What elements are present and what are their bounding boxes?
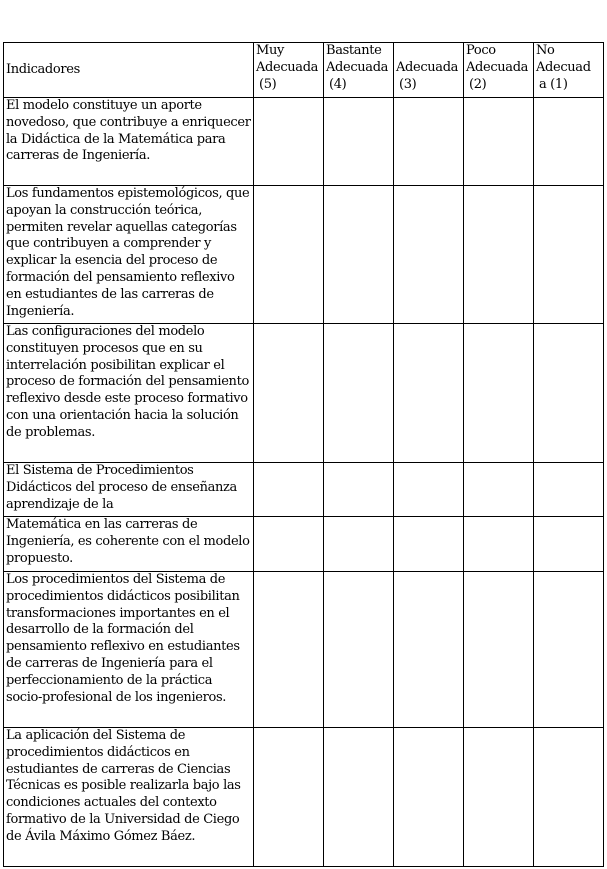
rating-label-line: Muy [256, 43, 284, 58]
indicator-text: La aplicación del Sistema de procedimientos didácticos en estudiantes de carreras de Ciencias Técnicas es posible realizarla bajo las condiciones actuales del contexto formativo de la Universidad de Ciego de Ávila Máximo Gómez Báez. [4, 728, 254, 867]
rating-cell[interactable] [394, 186, 464, 324]
rating-cell[interactable] [324, 572, 394, 728]
rating-cell[interactable] [254, 98, 324, 186]
rating-cell[interactable] [534, 186, 604, 324]
rating-cell[interactable] [394, 324, 464, 463]
rating-cell[interactable] [534, 572, 604, 728]
rating-header-5 [254, 43, 324, 98]
rating-cell[interactable] [254, 728, 324, 867]
indicators-header: Indicadores [4, 43, 254, 98]
rating-cell[interactable] [534, 517, 604, 572]
rating-cell[interactable] [254, 186, 324, 324]
rating-header-2 [464, 43, 534, 98]
rating-label-line: Bastante [326, 43, 382, 58]
rating-cell[interactable] [534, 728, 604, 867]
rating-cell[interactable] [324, 728, 394, 867]
indicator-text: Los fundamentos epistemológicos, que apoyan la construcción teórica, permiten revelar aquellas categorías que contribuyen a comprender y explicar la esencia del proceso de formación del pensamiento reflexivo en estudiantes de las carreras de Ingeniería. [4, 186, 254, 324]
rating-cell[interactable] [534, 463, 604, 517]
rating-value: (4) [329, 76, 347, 92]
table-row [4, 186, 604, 324]
table-row [4, 517, 604, 572]
table-row [4, 728, 604, 867]
table-row [4, 98, 604, 186]
rating-cell[interactable] [324, 517, 394, 572]
table-row [4, 572, 604, 728]
rating-value: a (1) [539, 76, 568, 92]
rating-cell[interactable] [254, 463, 324, 517]
evaluation-table [3, 42, 604, 867]
rating-cell[interactable] [324, 324, 394, 463]
rating-cell[interactable] [394, 572, 464, 728]
rating-label-line: Adecuada [396, 59, 459, 75]
rating-cell[interactable] [534, 98, 604, 186]
rating-cell[interactable] [324, 186, 394, 324]
rating-label-line: Adecuada [466, 59, 529, 75]
rating-cell[interactable] [394, 463, 464, 517]
rating-label-line: Adecuad [536, 59, 591, 75]
table-row [4, 324, 604, 463]
rating-cell[interactable] [254, 572, 324, 728]
table-header-row [4, 43, 604, 98]
rating-cell[interactable] [464, 517, 534, 572]
rating-cell[interactable] [464, 463, 534, 517]
rating-cell[interactable] [464, 572, 534, 728]
indicator-text: Las configuraciones del modelo constituyen procesos que en su interrelación posibilitan explicar el proceso de formación del pensamiento reflexivo desde este proceso formativo con una orientación hacia la solución de problemas. [4, 324, 254, 463]
rating-label-line: Poco [466, 43, 496, 58]
rating-value: (3) [399, 76, 417, 92]
rating-cell[interactable] [394, 98, 464, 186]
rating-label-line: No [536, 43, 555, 58]
rating-cell[interactable] [254, 517, 324, 572]
table-row [4, 463, 604, 517]
indicator-text: Matemática en las carreras de Ingeniería, es coherente con el modelo propuesto. [4, 517, 254, 572]
rating-header-1 [534, 43, 604, 98]
rating-cell[interactable] [464, 324, 534, 463]
rating-cell[interactable] [324, 98, 394, 186]
indicator-text: El modelo constituye un aporte novedoso, que contribuye a enriquecer la Didáctica de la Matemática para carreras de Ingeniería. [4, 98, 254, 186]
rating-cell[interactable] [254, 324, 324, 463]
rating-label-line: Adecuada [326, 59, 389, 75]
rating-cell[interactable] [464, 728, 534, 867]
rating-cell[interactable] [394, 728, 464, 867]
rating-cell[interactable] [464, 186, 534, 324]
rating-value: (5) [259, 76, 277, 92]
rating-cell[interactable] [464, 98, 534, 186]
rating-cell[interactable] [534, 324, 604, 463]
indicator-text: El Sistema de Procedimientos Didácticos del proceso de enseñanza aprendizaje de la [4, 463, 254, 517]
rating-cell[interactable] [324, 463, 394, 517]
rating-header-4 [324, 43, 394, 98]
rating-value: (2) [469, 76, 487, 92]
rating-label-line: Adecuada [256, 59, 319, 75]
rating-header-3 [394, 43, 464, 98]
rating-cell[interactable] [394, 517, 464, 572]
indicator-text: Los procedimientos del Sistema de procedimientos didácticos posibilitan transformaciones importantes en el desarrollo de la formación del pensamiento reflexivo en estudiantes de carreras de Ingeniería para el perfeccionamiento de la práctica socio-profesional de los ingenieros. [4, 572, 254, 728]
